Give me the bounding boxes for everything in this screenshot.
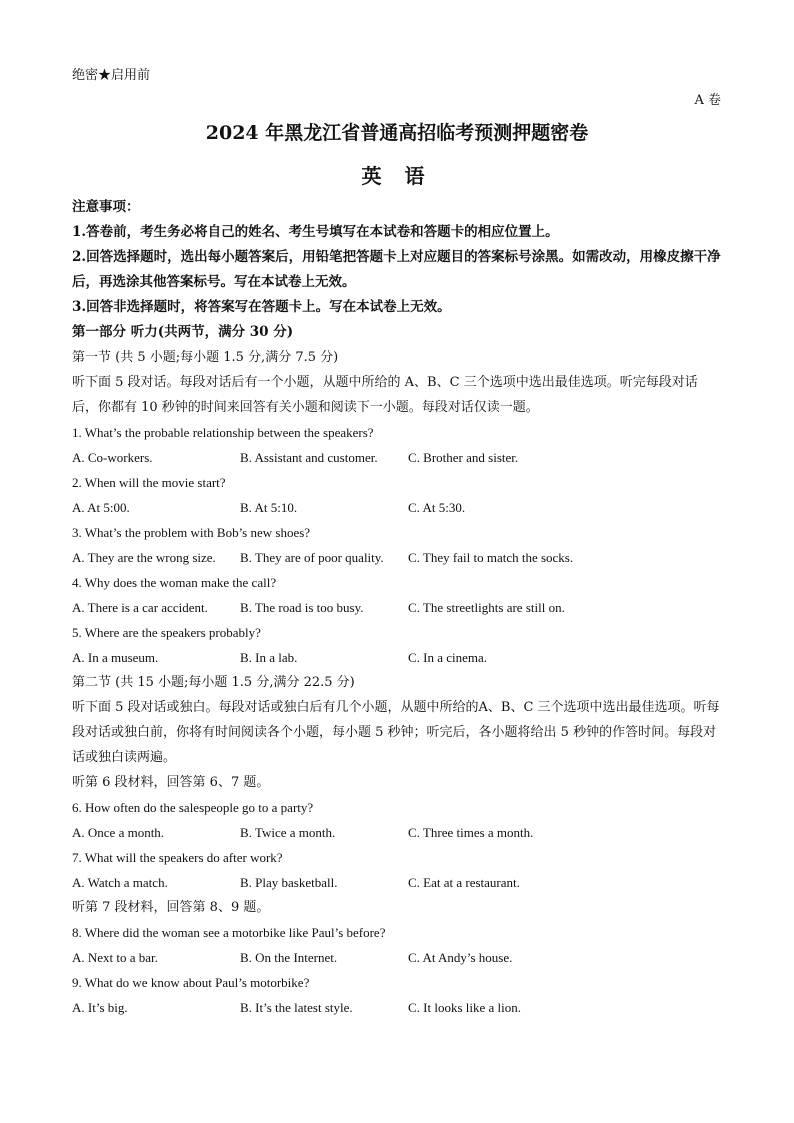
option-a: A. There is a car accident.: [72, 600, 208, 615]
option-c: C. It looks like a lion.: [408, 1000, 522, 1015]
question-text: 6. How often do the salespeople go to a party?: [72, 800, 314, 815]
option-b: B. At 5:10.: [240, 500, 298, 515]
subject-title: 英 语: [361, 164, 433, 188]
option-a: A. It’s big.: [72, 1000, 128, 1015]
question-text: 8. Where did the woman see a motorbike like Paul’s before?: [72, 925, 386, 940]
question-text: 3. What’s the problem with Bob’s new shoes?: [72, 525, 311, 540]
question-options: [72, 870, 722, 895]
option-a: A. Co-workers.: [72, 450, 153, 465]
question-text: 1. What’s the probable relationship between the speakers?: [72, 425, 374, 440]
question-options: [72, 545, 722, 570]
option-c: C. They fail to match the socks.: [408, 550, 574, 565]
section-heading: 第一节 (共 5 小题;每小题 1.5 分,满分 7.5 分): [72, 350, 339, 365]
option-b: B. The road is too busy.: [240, 600, 364, 615]
option-c: C. At Andy’s house.: [408, 950, 513, 965]
question-options: [72, 820, 722, 845]
option-a: A. They are the wrong size.: [72, 550, 216, 565]
option-c: C. In a cinema.: [408, 650, 488, 665]
option-a: A. Once a month.: [72, 825, 165, 840]
section-heading: 第二节 (共 15 小题;每小题 1.5 分,满分 22.5 分): [72, 675, 355, 690]
option-b: B. Twice a month.: [240, 825, 336, 840]
question-options: [72, 595, 722, 620]
notice-heading: 注意事项：: [72, 199, 140, 215]
option-c: C. Eat at a restaurant.: [408, 875, 520, 890]
question-text: 7. What will the speakers do after work?: [72, 850, 283, 865]
part-heading: 第一部分 听力(共两节，满分 30 分): [72, 324, 294, 340]
question-text: 2. When will the movie start?: [72, 475, 226, 490]
option-b: B. They are of poor quality.: [240, 550, 384, 565]
option-b: B. Play basketball.: [240, 875, 338, 890]
question-options: [72, 945, 722, 970]
question-text: 5. Where are the speakers probably?: [72, 625, 261, 640]
notice-item: 2.回答选择题时，选出每小题答案后，用铅笔把答题卡上对应题目的答案标号涂黑。如需改动，用橡皮擦干净后，再选涂其他答案标号。写在本试卷上无效。: [72, 249, 721, 290]
material-heading: 听第 7 段材料，回答第 8、9 题。: [72, 900, 270, 915]
question-options: [72, 645, 722, 670]
section-instruction: 听下面 5 段对话。每段对话后有一个小题，从题中所给的 A、B、C 三个选项中选出最佳选项。听完每段对话后，你都有 10 秒钟的时间来回答有关小题和阅读下一小题。每段对话仅读一题。: [72, 375, 698, 415]
option-a: A. At 5:00.: [72, 500, 130, 515]
option-a: A. Next to a bar.: [72, 950, 158, 965]
option-b: B. It’s the latest style.: [240, 1000, 353, 1015]
option-c: C. At 5:30.: [408, 500, 466, 515]
question-text: 4. Why does the woman make the call?: [72, 575, 277, 590]
question-options: [72, 995, 722, 1020]
exam-title: 2024 年黑龙江省普通高招临考预测押题密卷: [205, 122, 589, 144]
question-options: [72, 445, 722, 470]
option-b: B. Assistant and customer.: [240, 450, 378, 465]
paper-type-label: A 卷: [694, 93, 721, 108]
option-b: B. In a lab.: [240, 650, 298, 665]
option-b: B. On the Internet.: [240, 950, 338, 965]
option-c: C. Brother and sister.: [408, 450, 519, 465]
option-a: A. Watch a match.: [72, 875, 168, 890]
notice-item: 3.回答非选择题时，将答案写在答题卡上。写在本试卷上无效。: [72, 299, 451, 315]
material-heading: 听第 6 段材料，回答第 6、7 题。: [72, 775, 270, 790]
option-c: C. The streetlights are still on.: [408, 600, 565, 615]
question-text: 9. What do we know about Paul’s motorbike?: [72, 975, 310, 990]
option-c: C. Three times a month.: [408, 825, 534, 840]
notice-item: 1.答卷前，考生务必将自己的姓名、考生号填写在本试卷和答题卡的相应位置上。: [72, 224, 559, 240]
question-options: [72, 495, 722, 520]
confidential-label: 绝密★启用前: [72, 68, 151, 83]
section-instruction: 听下面 5 段对话或独白。每段对话或独白后有几个小题，从题中所给的A、B、C 三个选项中选出最佳选项。听每段对话或独白前，你将有时间阅读各个小题，每小题 5 秒钟；听完后，各小题将给出 5 秒钟的作答时间。每段对话或独白读两遍。: [72, 700, 720, 765]
exam-content: [72, 195, 722, 1020]
option-a: A. In a museum.: [72, 650, 159, 665]
